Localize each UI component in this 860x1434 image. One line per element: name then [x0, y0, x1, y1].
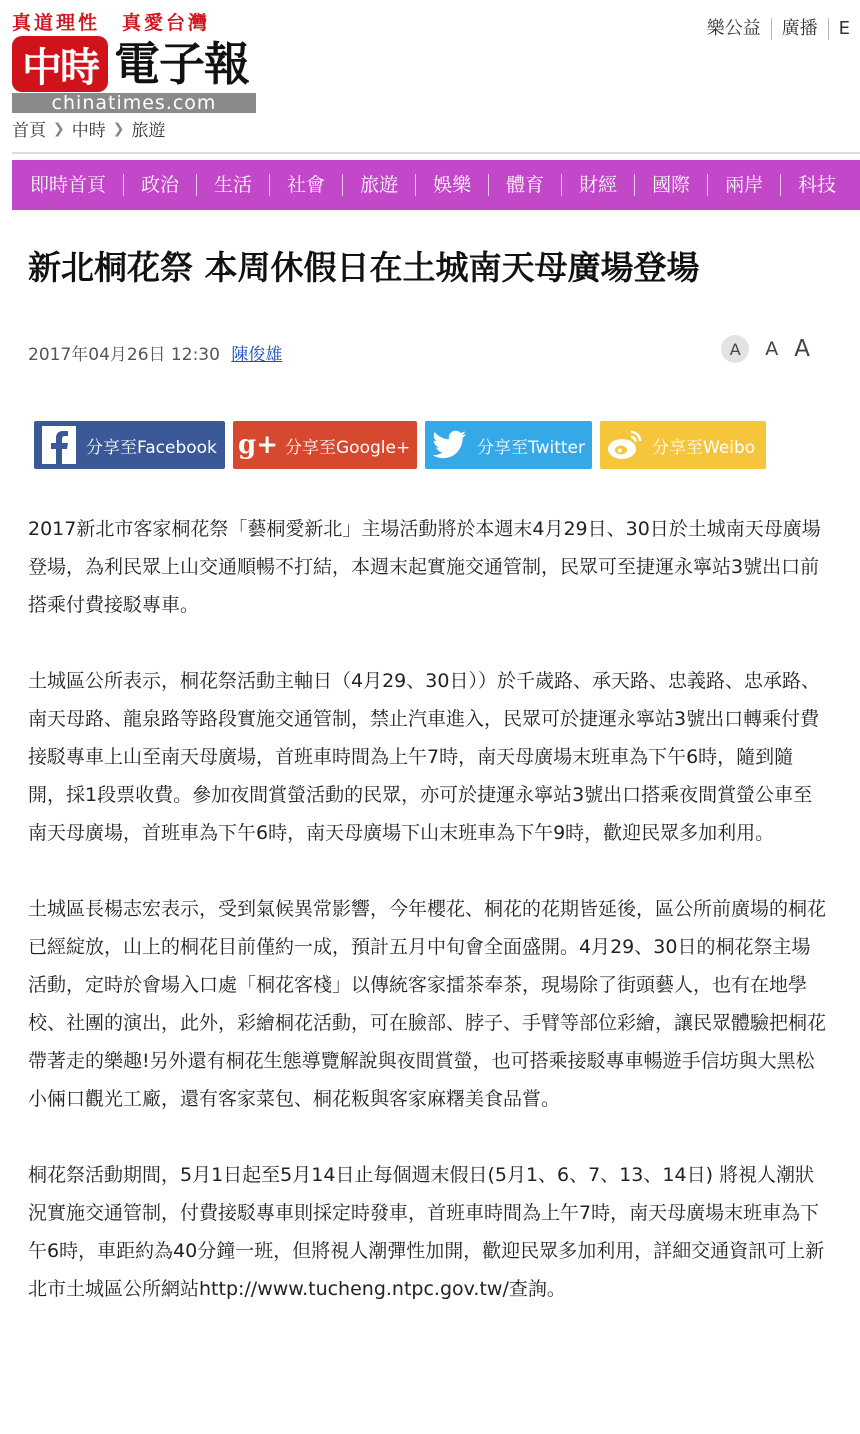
main-nav: [12, 160, 860, 210]
breadcrumb-home[interactable]: 首頁: [12, 121, 46, 141]
article-paragraph: 土城區公所表示，桐花祭活動主軸日（4月29、30日））於千歲路、承天路、忠義路、忠承路、南天母路、龍泉路等路段實施交通管制，禁止汽車進入，民眾可於捷運永寧站3號出口轉乘付費接駁專車上山至南天母廣場，首班車時間為上午7時，南天母廣場末班車為下午6時，隨到隨開，採1段票收費。參加夜間賞螢活動的民眾，亦可於捷運永寧站3號出口搭乘夜間賞螢公車至南天母廣場，首班車為下午6時，南天母廣場下山末班車為下午9時，歡迎民眾多加利用。: [28, 670, 820, 844]
nav-item-society[interactable]: 社會: [269, 174, 342, 196]
top-link-more[interactable]: E: [828, 18, 860, 40]
article-author[interactable]: 陳俊雄: [231, 345, 283, 365]
weibo-icon: [606, 426, 644, 464]
facebook-icon: [40, 426, 78, 464]
logo-domain: chinatimes.com: [12, 93, 256, 113]
font-size-controls: [721, 335, 810, 363]
logo-name: 電子報: [114, 37, 249, 91]
article-paragraph: 桐花祭活動期間，5月1日起至5月14日止每個週末假日(5月1、6、7、13、14日) 將視人潮狀況實施交通管制，付費接駁專車則採定時發車，首班車時間為上午7時，南天母廣場末班車為下午6時，車距約為40分鐘一班，但將視人潮彈性加開，歡迎民眾多加利用，詳細交通資訊可上新北市土城區公所網站http://www.tucheng.ntpc.gov.tw/查詢。: [28, 1164, 825, 1300]
divider: [12, 152, 860, 154]
nav-item-cross-strait[interactable]: 兩岸: [707, 174, 780, 196]
nav-item-life[interactable]: 生活: [196, 174, 269, 196]
share-twitter-button[interactable]: [425, 421, 592, 469]
google-plus-icon: g+: [238, 430, 278, 460]
breadcrumb: [12, 116, 165, 141]
logo-slogan: 真道理性 真愛台灣: [12, 12, 211, 34]
article-paragraph: 土城區長楊志宏表示，受到氣候異常影響，今年櫻花、桐花的花期皆延後，區公所前廣場的桐花已經綻放，山上的桐花目前僅約一成，預計五月中旬會全面盛開。4月29、30日的桐花祭主場活動，定時於會場入口處「桐花客棧」以傳統客家擂茶奉茶，現場除了街頭藝人，也有在地學校、社團的演出，此外，彩繪桐花活動，可在臉部、脖子、手臂等部位彩繪，讓民眾體驗把桐花帶著走的樂趣!另外還有桐花生態導覽解說與夜間賞螢，也可搭乘接駁專車暢遊手信坊與大黑松小倆口觀光工廠，還有客家菜包、桐花粄與客家麻糬美食品嘗。: [28, 898, 827, 1110]
article-title: 新北桐花祭 本周休假日在土城南天母廣場登場: [28, 248, 700, 287]
nav-item-travel[interactable]: 旅遊: [342, 174, 415, 196]
twitter-icon: [431, 426, 469, 464]
article-body: [28, 510, 828, 1346]
share-bar: [34, 421, 774, 469]
font-size-small-button[interactable]: A: [721, 335, 749, 363]
logo-chip: 中時: [12, 36, 108, 92]
article-date: 2017年04月26日 12:30: [28, 345, 220, 365]
share-facebook-label: 分享至Facebook: [86, 437, 217, 458]
font-size-medium-button[interactable]: A: [765, 338, 779, 360]
breadcrumb-chinatimes[interactable]: 中時: [71, 121, 106, 141]
share-google-label: 分享至Google+: [285, 437, 411, 458]
share-twitter-label: 分享至Twitter: [477, 437, 585, 458]
font-size-large-button[interactable]: A: [794, 336, 810, 362]
article-paragraph: 2017新北市客家桐花祭「藝桐愛新北」主場活動將於本週末4月29日、30日於土城南天母廣場登場，為利民眾上山交通順暢不打結，本週末起實施交通管制，民眾可至捷運永寧站3號出口前搭乘付費接駁專車。: [28, 518, 821, 616]
nav-item-sports[interactable]: 體育: [488, 174, 561, 196]
chevron-right-icon: ❯: [53, 120, 65, 137]
breadcrumb-travel[interactable]: 旅遊: [131, 121, 166, 141]
nav-item-finance[interactable]: 財經: [561, 174, 634, 196]
top-link-charity[interactable]: 樂公益: [706, 18, 761, 39]
nav-item-entertainment[interactable]: 娛樂: [415, 174, 488, 196]
nav-item-politics[interactable]: 政治: [123, 174, 196, 196]
site-logo[interactable]: [12, 8, 256, 114]
share-google-button[interactable]: [233, 421, 417, 469]
share-facebook-button[interactable]: [34, 421, 225, 469]
nav-item-world[interactable]: 國際: [634, 174, 707, 196]
top-link-radio[interactable]: 廣播: [771, 18, 828, 40]
top-links: [697, 18, 860, 40]
nav-item-tech[interactable]: 科技: [780, 174, 853, 196]
share-weibo-button[interactable]: [600, 421, 766, 469]
article-meta: [28, 340, 282, 365]
chevron-right-icon: ❯: [112, 120, 125, 137]
share-weibo-label: 分享至Weibo: [652, 437, 756, 458]
nav-item-realtime[interactable]: 即時首頁: [30, 174, 107, 196]
